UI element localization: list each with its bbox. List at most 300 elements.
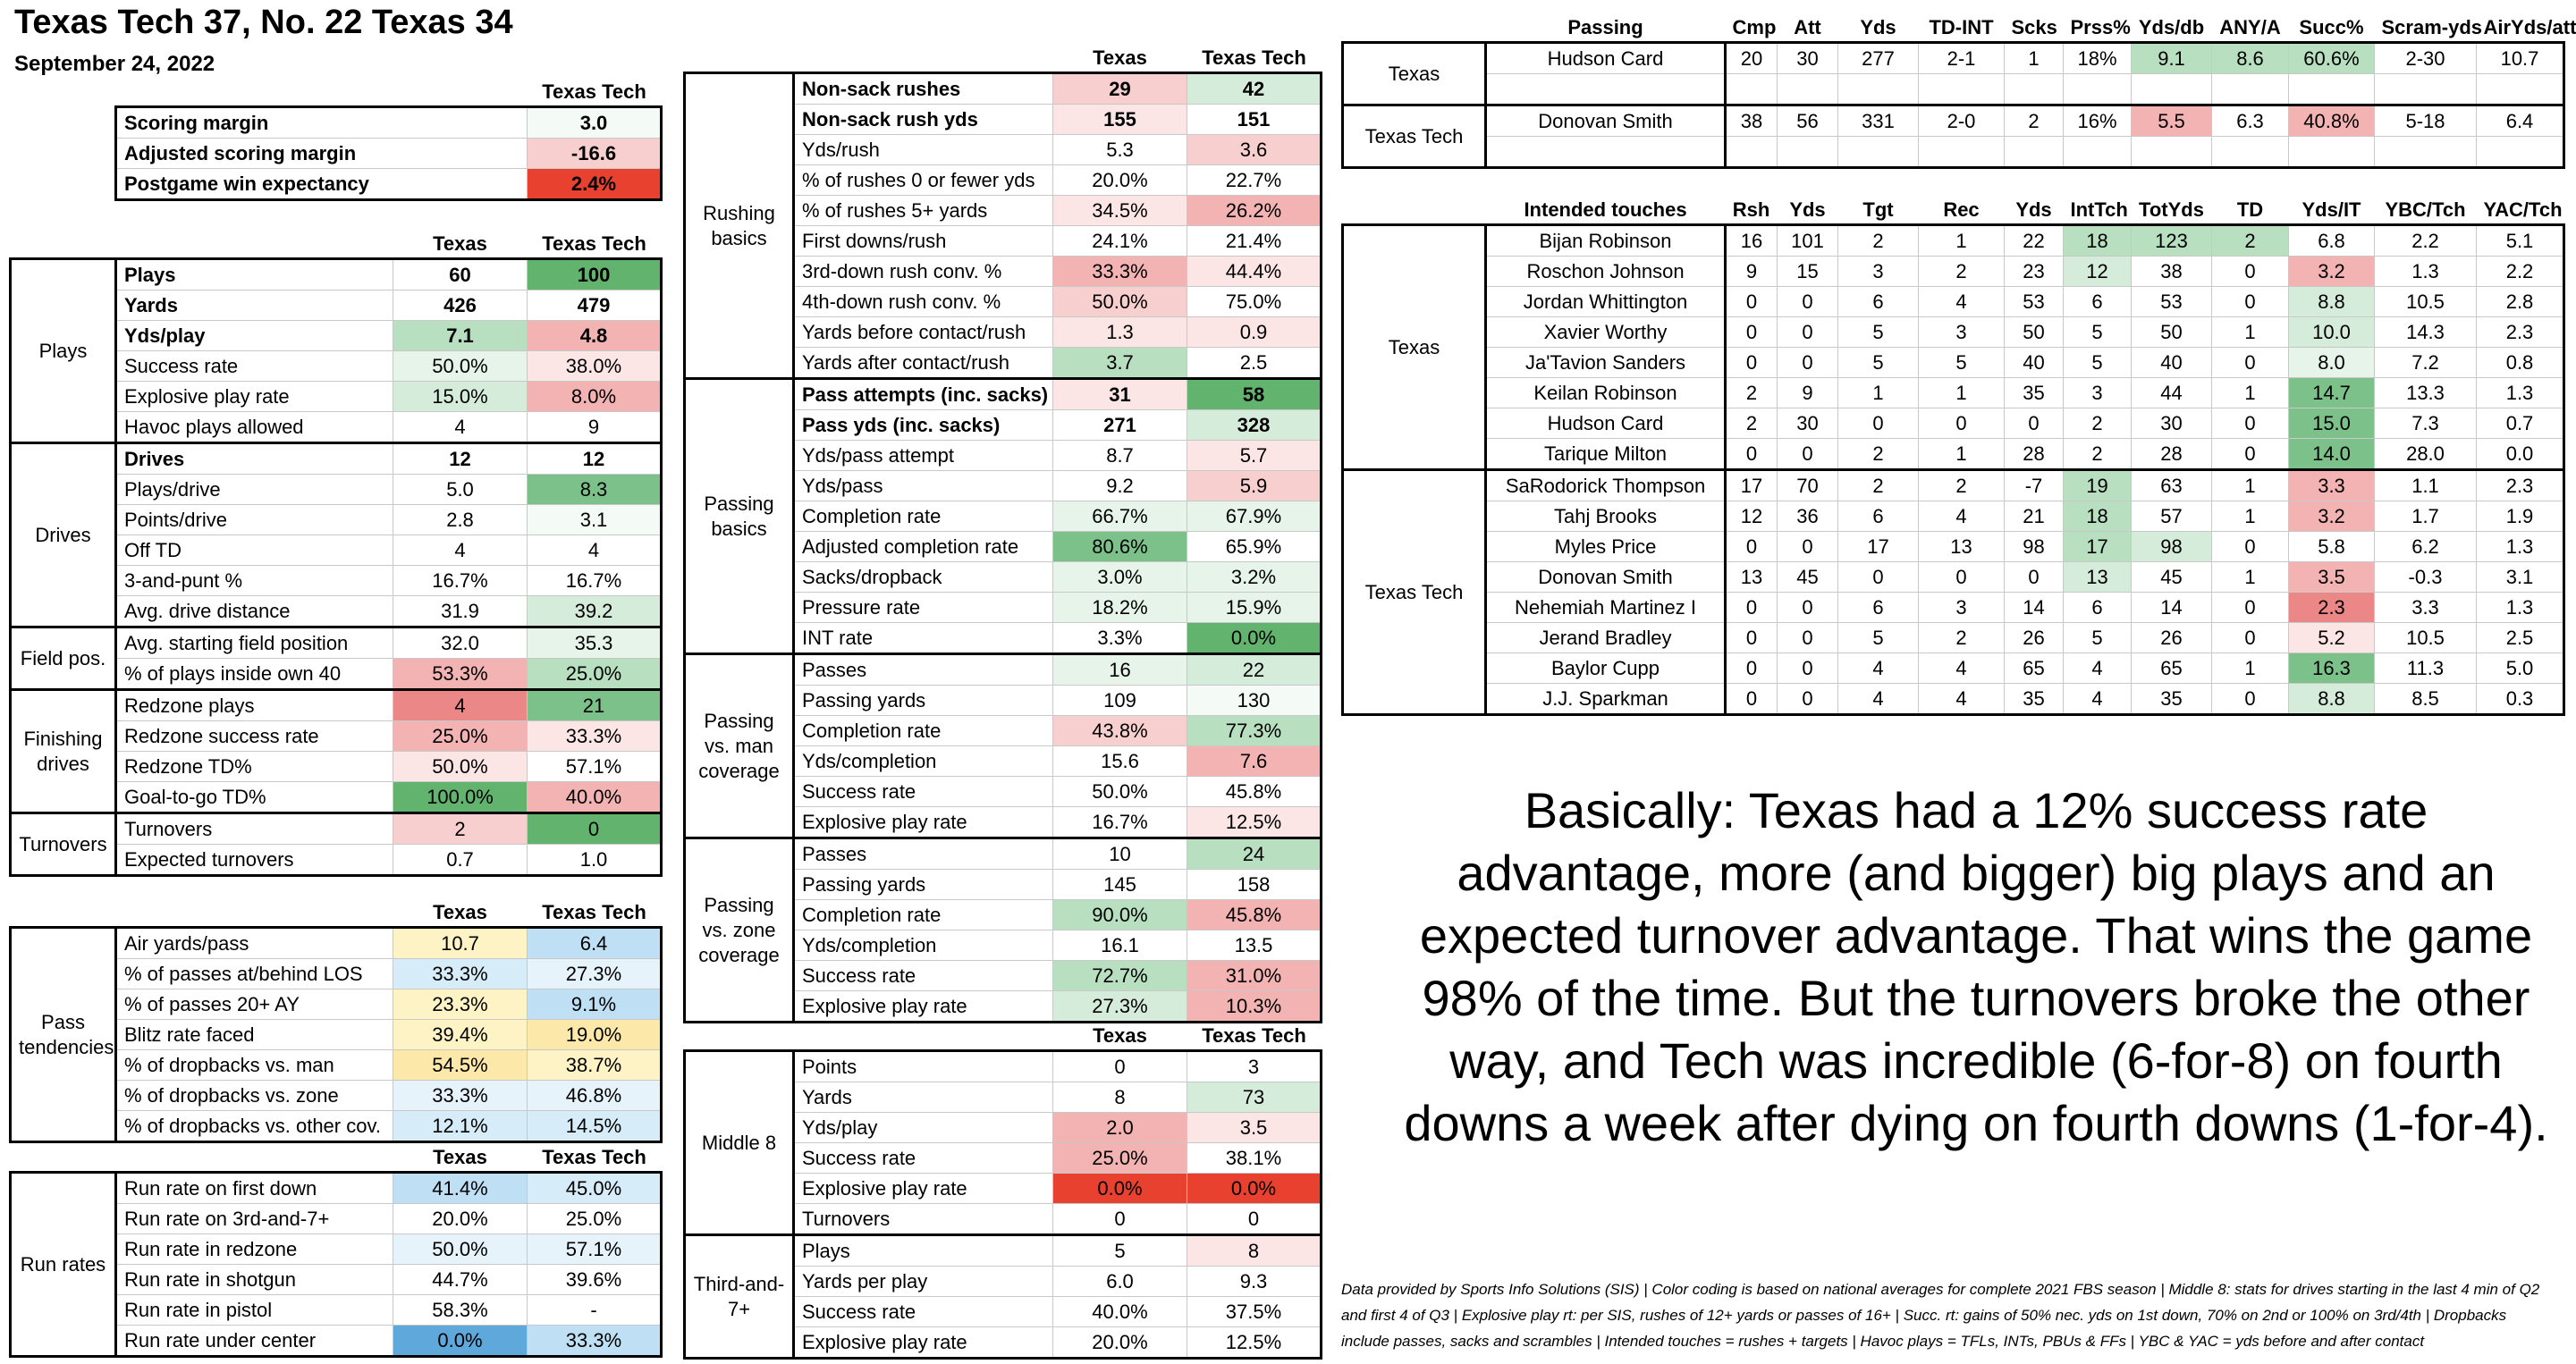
passing-table [1341,14,2576,169]
stat-value: 0 [2212,408,2289,439]
rush-pass-table [683,45,1322,1023]
texas-value: 32.0 [393,627,528,659]
stat-label: Yards before contact/rush [794,317,1053,348]
blank-header [1343,14,1486,43]
stat-value: 2.2 [2477,257,2564,287]
stat-value: 3 [1838,257,1919,287]
stat-value: 0 [1726,348,1778,378]
texas-tech-value: 57.1% [528,1234,662,1265]
narrative-text: Basically: Texas had a 12% success rate advantage, more (and bigger) big plays and an expected turnover advantage. That wins the game 98% of the time. But the turnovers broke the other way, and Tech was incredible (6-for-8) on fourth downs a week after dying on fourth downs (1-for-4). [1404,782,2548,1151]
stat-value: 1 [2212,562,2289,593]
stat-value: 18 [2064,225,2132,257]
stat-value: 1 [1919,378,2005,408]
stat-value: 0 [2212,287,2289,317]
stat-value: 56 [1778,105,1838,137]
stat-value: 13.3 [2375,378,2477,408]
stat-row [11,813,662,845]
texas-value: 15.6 [1053,746,1187,777]
texas-tech-value: 4 [528,535,662,566]
col-header-texas: Texas [433,232,487,255]
texas-tech-value: 12.5% [1187,807,1322,838]
blank-cell [1726,74,1778,105]
stat-value: 0 [1778,653,1838,684]
page-title: Texas Tech 37, No. 22 Texas 34 [14,4,513,41]
stat-value: 0 [1919,408,2005,439]
stat-label: Passing yards [794,870,1053,900]
blank-cell [2375,137,2477,168]
stat-value: 2.8 [2477,287,2564,317]
player-name: Jordan Whittington [1486,287,1726,317]
stat-value: 3.2 [2289,257,2375,287]
player-name: Tarique Milton [1486,439,1726,470]
stat-value: 5 [2064,623,2132,653]
texas-tech-value: 65.9% [1187,532,1322,562]
stat-label: Run rate on 3rd-and-7+ [116,1204,393,1234]
stat-value: 0 [1726,623,1778,653]
texas-value: 10.7 [393,928,528,959]
texas-value: 3.0% [1053,562,1187,593]
player-row [1343,439,2564,470]
blank-cell [1919,137,2005,168]
stat-value: 53 [2132,287,2212,317]
blank-cell [1838,137,1919,168]
texas-value: 1.3 [1053,317,1187,348]
texas-value: 2.0 [1053,1113,1187,1143]
stat-label: Off TD [116,535,393,566]
stat-label: Drives [116,443,393,475]
run-rates-table [9,1144,663,1358]
stat-row [685,1235,1322,1267]
stat-label: Air yards/pass [116,928,393,959]
texas-tech-value: 4.8 [528,321,662,351]
stat-value: 1.1 [2375,470,2477,501]
stat-value: 0 [1778,532,1838,562]
stat-value: 0.0 [2477,439,2564,470]
texas-value: 0 [1053,1051,1187,1082]
stat-label: Success rate [116,351,393,382]
texas-value: 25.0% [1053,1143,1187,1174]
stat-label: % of plays inside own 40 [116,659,393,690]
stat-value: 1 [2212,470,2289,501]
stat-value: 1 [1919,439,2005,470]
texas-tech-value: - [528,1295,662,1326]
texas-value: 3.3% [1053,623,1187,654]
stat-value: 2 [2064,439,2132,470]
stat-value: 8.8 [2289,287,2375,317]
col-header: Yds [1789,198,1826,221]
stat-value: 40 [2132,348,2212,378]
header-row [11,231,662,259]
texas-tech-value: 6.4 [528,928,662,959]
texas-tech-value: 22.7% [1187,165,1322,196]
texas-tech-value: 0 [528,813,662,845]
stat-value: 1.9 [2477,501,2564,532]
stat-value: 10.7 [2477,43,2564,74]
texas-value: 31 [1053,379,1187,410]
texas-value: 8.7 [1053,441,1187,471]
stat-value: 3 [1919,593,2005,623]
stat-label: Yards after contact/rush [794,348,1053,379]
stat-value: 2 [1919,623,2005,653]
stat-label: Yds/rush [794,135,1053,165]
stat-label: Redzone plays [116,690,393,721]
stat-label: 3-and-punt % [116,566,393,596]
stat-label: Run rate in redzone [116,1234,393,1265]
blank-header [11,1144,116,1173]
stat-label: Turnovers [794,1204,1053,1235]
stat-value: 2 [1838,439,1919,470]
texas-value: 66.7% [1053,501,1187,532]
texas-tech-value: 9.3 [1187,1267,1322,1297]
texas-tech-value: 45.8% [1187,777,1322,807]
stat-value: 10.5 [2375,287,2477,317]
col-header: Succ% [2299,16,2364,38]
texas-tech-value: 38.7% [528,1050,662,1081]
header-row [11,1144,662,1173]
texas-value: 33.3% [1053,257,1187,287]
col-header: ANY/A [2219,16,2281,38]
stat-value: 0 [1778,287,1838,317]
stat-value: 17 [1726,470,1778,501]
stat-value: 2.3 [2289,593,2375,623]
blank-cell [2064,137,2132,168]
texas-value: 7.1 [393,321,528,351]
texas-value: 23.3% [393,989,528,1020]
stat-value: 5 [2064,348,2132,378]
col-header-texas-tech: Texas Tech [542,901,646,923]
stat-label: First downs/rush [794,226,1053,257]
stat-value: 0 [1726,317,1778,348]
stat-value: 21 [2005,501,2064,532]
blank-header [685,1023,794,1051]
stat-value: 11.3 [2375,653,2477,684]
col-header: Prss% [2070,16,2131,38]
stat-value: 0 [2212,257,2289,287]
stat-value: 22 [2005,225,2064,257]
texas-tech-value: 37.5% [1187,1297,1322,1327]
player-name: Donovan Smith [1486,105,1726,137]
texas-value: 20.0% [393,1204,528,1234]
blank-header [1343,197,1486,225]
stat-value: 2-0 [1919,105,2005,137]
blank-header [685,45,794,73]
texas-value: 2 [393,813,528,845]
col-header: TD-INT [1929,16,1994,38]
header-row [1343,197,2564,225]
stat-value: 0 [2212,684,2289,715]
texas-tech-value: 38.0% [528,351,662,382]
stat-value: 8.8 [2289,684,2375,715]
texas-tech-value: 57.1% [528,752,662,782]
stat-value: 2 [1726,408,1778,439]
stat-value: 5 [2064,317,2132,348]
stat-value: 0 [1838,408,1919,439]
player-row [1343,623,2564,653]
col-header-texas-tech: Texas Tech [1202,46,1306,69]
stat-label: Points [794,1051,1053,1082]
player-row [1343,378,2564,408]
blank-cell [2289,137,2375,168]
player-name: Myles Price [1486,532,1726,562]
team-label: Texas Tech [1343,105,1486,168]
stat-row [11,443,662,475]
stat-value: 9 [1726,257,1778,287]
stat-value: 35 [2005,684,2064,715]
texas-value: 31.9 [393,596,528,627]
stat-value: 14.3 [2375,317,2477,348]
player-row [1343,684,2564,715]
texas-value: 40.0% [1053,1297,1187,1327]
texas-value: 50.0% [393,351,528,382]
col-header-texas: Texas [1093,1024,1147,1047]
texas-tech-value: 39.2 [528,596,662,627]
stat-label: Explosive play rate [794,1174,1053,1204]
player-name: Nehemiah Martinez I [1486,593,1726,623]
col-header: AirYds/att [2483,16,2576,38]
col-header: Cmp [1732,16,1777,38]
stat-value: 4 [1838,653,1919,684]
stat-label: 4th-down rush conv. % [794,287,1053,317]
group-label: Middle 8 [685,1051,794,1235]
stat-label: Explosive play rate [116,382,393,412]
stat-value: 6 [2064,287,2132,317]
stat-value: 0 [1726,653,1778,684]
texas-value: 2.8 [393,505,528,535]
texas-value: 50.0% [1053,777,1187,807]
texas-tech-value: 67.9% [1187,501,1322,532]
stat-row [11,259,662,290]
stat-label: Redzone success rate [116,721,393,752]
player-name: Baylor Cupp [1486,653,1726,684]
col-header: TotYds [2139,198,2204,221]
texas-value: 155 [1053,105,1187,135]
stat-value: 4 [1919,653,2005,684]
stat-value: 2-1 [1919,43,2005,74]
stat-label: % of rushes 0 or fewer yds [794,165,1053,196]
stat-value: 0 [2212,623,2289,653]
texas-tech-value: 0.0% [1187,623,1322,654]
stat-label: Success rate [794,777,1053,807]
stat-value: 2.3 [2477,317,2564,348]
stat-value: 3 [1919,317,2005,348]
group-label: Plays [11,259,116,443]
stat-value: 30 [2132,408,2212,439]
player-row [1343,317,2564,348]
stat-value: 0 [2005,562,2064,593]
team-stats-table [9,231,663,877]
stat-value: 1.3 [2477,378,2564,408]
texas-tech-value: 31.0% [1187,961,1322,991]
col-header-texas-tech: Texas Tech [1202,1024,1306,1047]
stat-label: % of dropbacks vs. other cov. [116,1111,393,1142]
texas-value: 34.5% [1053,196,1187,226]
stat-value: 5 [1919,348,2005,378]
stat-label: Turnovers [116,813,393,845]
stat-value: 0 [1726,593,1778,623]
stat-value: 17 [2064,532,2132,562]
col-header-texas: Texas [433,1146,487,1168]
stat-value: 1 [2212,653,2289,684]
stat-value: 0 [1726,532,1778,562]
texas-value: 8 [1053,1082,1187,1113]
blank-cell [2212,74,2289,105]
summary-row [116,169,662,200]
stat-value: 5 [1838,348,1919,378]
player-row [1343,470,2564,501]
stat-row [685,654,1322,686]
stat-value: 45 [2132,562,2212,593]
texas-value: 16.7% [1053,807,1187,838]
stat-value: 10.0 [2289,317,2375,348]
texas-tech-value: 22 [1187,654,1322,686]
texas-tech-value: 8 [1187,1235,1322,1267]
stat-value: 4 [2064,653,2132,684]
player-name: Roschon Johnson [1486,257,1726,287]
texas-tech-value: 3.2% [1187,562,1322,593]
player-name: Tahj Brooks [1486,501,1726,532]
stat-label: Plays [116,259,393,290]
texas-tech-value: 9.1% [528,989,662,1020]
stat-value: 0 [1919,562,2005,593]
team-label: Texas Tech [1343,470,1486,715]
stat-value: 0 [1726,439,1778,470]
group-label: Passing vs. zone coverage [685,838,794,1023]
stat-value: 3.0 [528,107,662,139]
texas-tech-value: 27.3% [528,959,662,989]
stat-value: -0.3 [2375,562,2477,593]
stat-value: 1 [1919,225,2005,257]
texas-tech-value: 75.0% [1187,287,1322,317]
texas-tech-value: 45.8% [1187,900,1322,930]
blank-header [11,899,116,928]
texas-value: 24.1% [1053,226,1187,257]
stat-value: 101 [1778,225,1838,257]
stat-value: 10.5 [2375,623,2477,653]
group-label: Pass tendencies [11,928,116,1142]
texas-tech-value: 44.4% [1187,257,1322,287]
stat-value: 0.7 [2477,408,2564,439]
blank-header [794,1023,1053,1051]
stat-value: 14.0 [2289,439,2375,470]
col-header: Scram-yds [2381,16,2483,38]
texas-tech-value: 14.5% [528,1111,662,1142]
stat-label: Sacks/dropback [794,562,1053,593]
stat-label: Success rate [794,1297,1053,1327]
texas-value: 6.0 [1053,1267,1187,1297]
stat-value: 16 [1726,225,1778,257]
stat-label: Postgame win expectancy [116,169,528,200]
stat-value: 70 [1778,470,1838,501]
stat-label: Success rate [794,1143,1053,1174]
texas-value: 43.8% [1053,716,1187,746]
texas-tech-value: 77.3% [1187,716,1322,746]
stat-value: 1.3 [2477,593,2564,623]
stat-value: 98 [2132,532,2212,562]
texas-value: 18.2% [1053,593,1187,623]
stat-value: 6.8 [2289,225,2375,257]
texas-tech-value: 1.0 [528,845,662,876]
header-row [1343,14,2564,43]
col-header: TD [2236,198,2264,221]
texas-tech-value: 21.4% [1187,226,1322,257]
game-date: September 24, 2022 [14,52,215,76]
texas-tech-value: 3 [1187,1051,1322,1082]
stat-value: 6.4 [2477,105,2564,137]
texas-tech-value: 5.9 [1187,471,1322,501]
blank-header [794,45,1053,73]
group-label: Field pos. [11,627,116,690]
texas-tech-value: 0 [1187,1204,1322,1235]
stat-value: 19 [2064,470,2132,501]
stat-value: 30 [1778,43,1838,74]
col-header: YBC/Tch [2385,198,2466,221]
stat-label: Adjusted completion rate [794,532,1053,562]
stat-label: Goal-to-go TD% [116,782,393,813]
texas-tech-value: 13.5 [1187,930,1322,961]
col-header: Yds/IT [2302,198,2361,221]
blank-cell [1486,74,1726,105]
texas-tech-value: 35.3 [528,627,662,659]
stat-value: 6 [1838,287,1919,317]
stat-value: 0 [1838,562,1919,593]
stat-label: 3rd-down rush conv. % [794,257,1053,287]
texas-tech-value: 38.1% [1187,1143,1322,1174]
stat-value: 2 [2064,408,2132,439]
blank-header [11,231,116,259]
stat-value: 0 [2005,408,2064,439]
player-row [1343,501,2564,532]
stat-label: Non-sack rush yds [794,105,1053,135]
stat-value: 0 [1726,287,1778,317]
stat-label: Redzone TD% [116,752,393,782]
stat-label: Run rate in pistol [116,1295,393,1326]
texas-tech-value: 0.9 [1187,317,1322,348]
texas-value: 90.0% [1053,900,1187,930]
texas-value: 12 [393,443,528,475]
header-row [685,45,1322,73]
player-row [1343,532,2564,562]
texas-value: 44.7% [393,1265,528,1295]
stat-value: 2.4% [528,169,662,200]
blank-cell [1778,74,1838,105]
stat-value: 1 [2005,43,2064,74]
texas-tech-value: 26.2% [1187,196,1322,226]
texas-tech-value: 12 [528,443,662,475]
group-label: Passing basics [685,379,794,654]
texas-tech-value: 24 [1187,838,1322,870]
passing-label: Passing [1567,16,1643,38]
player-row [1343,287,2564,317]
stat-value: 44 [2132,378,2212,408]
stat-label: Yds/completion [794,930,1053,961]
texas-value: 33.3% [393,959,528,989]
stat-label: Yds/play [794,1113,1053,1143]
texas-value: 54.5% [393,1050,528,1081]
player-row [1343,562,2564,593]
texas-value: 12.1% [393,1111,528,1142]
stat-value: 7.3 [2375,408,2477,439]
stat-value: 4 [1919,287,2005,317]
texas-tech-value: 21 [528,690,662,721]
stat-value: 26 [2132,623,2212,653]
texas-value: 0.7 [393,845,528,876]
texas-value: 9.2 [1053,471,1187,501]
texas-value: 145 [1053,870,1187,900]
texas-value: 50.0% [1053,287,1187,317]
texas-tech-value: 25.0% [528,659,662,690]
stat-value: 0 [2212,532,2289,562]
header-row [11,899,662,928]
